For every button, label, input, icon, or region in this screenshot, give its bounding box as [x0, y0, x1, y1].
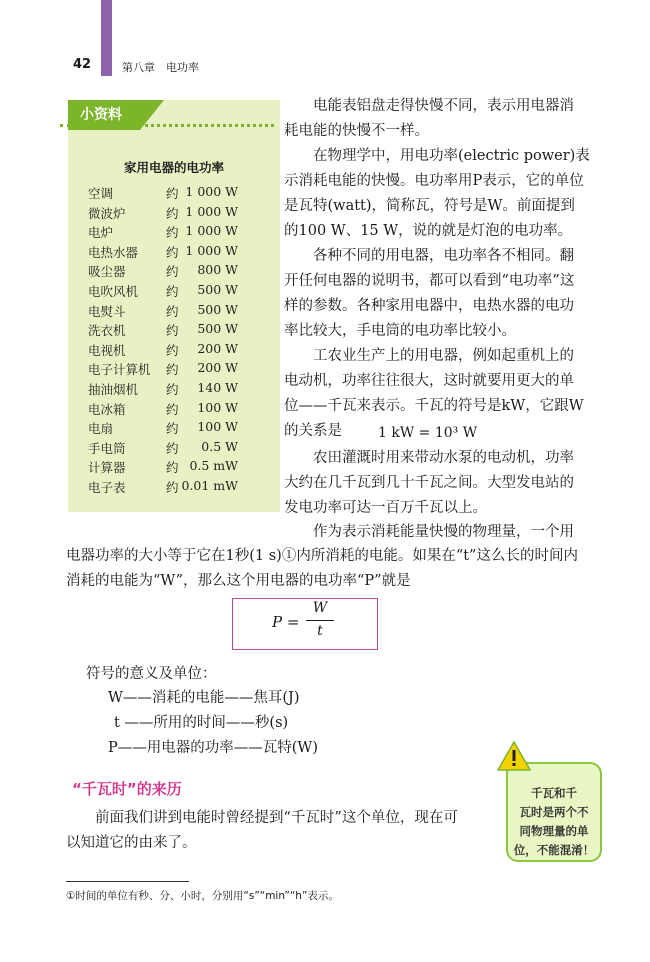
- approx-label: 约: [166, 284, 179, 299]
- power-value: 500 W: [197, 282, 238, 297]
- appliance-name: 抽油烟机: [88, 382, 139, 397]
- appliance-name: 电熨斗: [88, 303, 126, 319]
- appliance-name: 电扇: [88, 421, 114, 437]
- formula-numerator: W: [312, 600, 328, 616]
- paragraph-1: 电能表铝盘走得快慢不同，表示用电器消 耗电能的快慢不一样。: [284, 98, 574, 139]
- approx-label: 约: [166, 205, 179, 221]
- sidebar-title: 家用电器的电功率: [123, 160, 224, 175]
- tip-text: 千瓦和千 瓦时是两个不 同物理量的单 位，不能混淆！: [513, 786, 595, 857]
- formula-box: [232, 598, 378, 650]
- warning-icon: [497, 741, 531, 771]
- power-value: 0.5 mW: [189, 458, 238, 474]
- power-value: 0.01 mW: [181, 478, 238, 493]
- appliance-name: 电炉: [88, 225, 114, 241]
- power-value: 500 W: [197, 321, 238, 337]
- appliance-name: 空调: [88, 186, 114, 201]
- appliance-row: [88, 439, 268, 459]
- footnote-rule: [66, 881, 189, 882]
- section-heading: “千瓦时”的来历: [72, 780, 182, 798]
- power-value: 1 000 W: [185, 203, 238, 219]
- approx-label: 约: [166, 460, 179, 476]
- power-value: 800 W: [197, 262, 238, 278]
- footnote: ①时间的单位有秒、分、小时，分别用“s”“min”“h”表示。: [66, 890, 339, 902]
- symbol-w: W——消耗的电能——焦耳(J): [108, 690, 300, 706]
- symbol-p: P——用电器的功率——瓦特(W): [108, 740, 318, 756]
- symbol-t: t ——所用的时间——秒(s): [114, 715, 289, 731]
- symbols-intro: 符号的意义及单位：: [86, 666, 217, 682]
- appliance-row: [88, 360, 268, 380]
- approx-label: 约: [166, 362, 179, 378]
- approx-label: 约: [166, 303, 179, 319]
- appliance-row: [88, 302, 268, 322]
- power-value: 0.5 W: [201, 438, 238, 454]
- appliance-row: [88, 478, 268, 498]
- formula-denominator: t: [317, 623, 323, 639]
- appliance-row: [88, 458, 268, 478]
- appliance-row: [88, 380, 268, 400]
- paragraph-6-start: 作为表示消耗能量快慢的物理量，一个用: [313, 524, 574, 540]
- appliance-name: 电视机: [88, 342, 126, 358]
- power-value: 200 W: [197, 340, 238, 356]
- approx-label: 约: [166, 264, 179, 280]
- approx-label: 约: [166, 421, 179, 437]
- approx-label: 约: [166, 323, 179, 339]
- appliance-row: [88, 282, 268, 302]
- appliance-name: 手电筒: [88, 440, 126, 456]
- power-value: 140 W: [197, 380, 238, 395]
- paragraph-5: 农田灌溉时用来带动水泵的电动机，功率 大约在几千瓦到几十千瓦之间。大型发电站的 发电功率可达一百万千瓦以上。: [284, 450, 574, 516]
- appliance-name: 电吹风机: [88, 284, 139, 299]
- approx-label: 约: [166, 440, 179, 456]
- appliance-row: [88, 184, 268, 204]
- approx-label: 约: [166, 225, 179, 241]
- appliance-name: 计算器: [88, 460, 126, 476]
- approx-label: 约: [166, 480, 179, 495]
- paragraph-3: 各种不同的用电器，电功率各不相同。翻 开任何电器的说明书，都可以看到“电功率”这 样的参数。各种家用电器中，电热水器的电功 率比较大，手电筒的电功率比较小。: [284, 248, 575, 339]
- kw-relation: 1 kW = 10³ W: [378, 425, 478, 441]
- power-value: 1 000 W: [185, 184, 238, 199]
- fraction-bar: [306, 620, 334, 621]
- approx-label: 约: [166, 342, 179, 358]
- appliance-name: 吸尘器: [88, 264, 126, 280]
- appliance-row: [88, 341, 268, 361]
- sidebar-tag: 小资料: [80, 107, 122, 123]
- power-value: 100 W: [197, 399, 238, 415]
- approx-label: 约: [166, 382, 179, 397]
- appliance-row: [88, 262, 268, 282]
- appliance-row: [88, 243, 268, 263]
- dotted-divider: [60, 124, 274, 129]
- power-value: 200 W: [197, 360, 238, 376]
- power-value: 1 000 W: [185, 242, 238, 258]
- paragraph-6: 电器功率的大小等于它在1秒(1 s)①内所消耗的电能。如果在“t”这么长的时间内 消耗的电能为“W”，那么这个用电器的电功率“P”就是: [66, 548, 578, 589]
- power-value: 100 W: [197, 419, 238, 435]
- chapter-color-bar: [101, 0, 112, 76]
- approx-label: 约: [166, 244, 179, 260]
- appliance-row: [88, 204, 268, 224]
- power-value: 500 W: [197, 301, 238, 317]
- page-number: 42: [73, 57, 92, 72]
- appliance-name: 电热水器: [88, 244, 139, 260]
- section-text: 前面我们讲到电能时曾经提到“千瓦时”这个单位，现在可 以知道它的由来了。: [66, 810, 458, 851]
- appliance-name: 电子表: [88, 480, 126, 495]
- appliance-row: [88, 321, 268, 341]
- paragraph-4: 工农业生产上的用电器，例如起重机上的 电动机，功率往往很大，这时就要用更大的单 位——千瓦来表示。千瓦的符号是kW，它跟W 的关系是: [284, 348, 584, 439]
- power-value: 1 000 W: [185, 223, 238, 239]
- appliance-name: 电子计算机: [88, 362, 151, 378]
- approx-label: 约: [166, 401, 179, 417]
- appliance-row: [88, 400, 268, 420]
- appliance-name: 微波炉: [88, 205, 126, 221]
- approx-label: 约: [166, 186, 179, 201]
- chapter-title: 第八章 电功率: [122, 61, 199, 74]
- formula-lhs: P =: [272, 613, 300, 631]
- appliance-name: 洗衣机: [88, 323, 126, 339]
- paragraph-2: 在物理学中，用电功率(electric power)表 示消耗电能的快慢。电功率用P表示，它的单位 是瓦特(watt)，简称瓦，符号是W。前面提到 的100 W、15 W，说的就是灯泡的电功率。: [284, 148, 590, 239]
- appliance-row: [88, 419, 268, 439]
- appliance-row: [88, 223, 268, 243]
- appliance-name: 电冰箱: [88, 401, 126, 417]
